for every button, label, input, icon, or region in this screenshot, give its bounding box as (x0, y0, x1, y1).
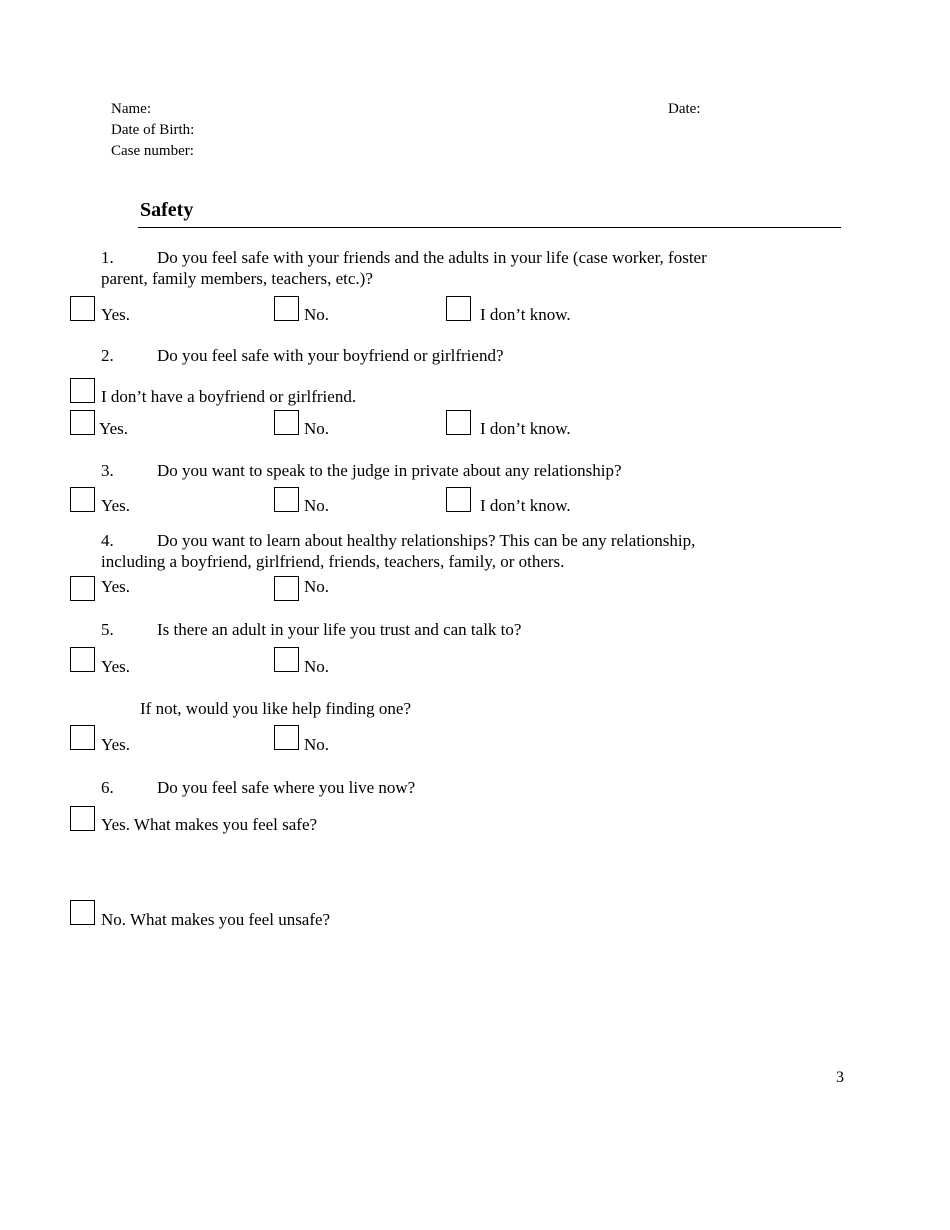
q1-yes-checkbox[interactable] (70, 296, 95, 321)
q5-followup-no-checkbox[interactable] (274, 725, 299, 750)
q4-no-label: No. (304, 577, 330, 596)
q6-text: Do you feel safe where you live now? (157, 778, 416, 797)
q4-yes-label: Yes. (101, 577, 130, 596)
q2-yes-checkbox[interactable] (70, 410, 95, 435)
q1-dont-know-checkbox[interactable] (446, 296, 471, 321)
q4-number: 4. (101, 531, 114, 550)
q2-dont-know-label: I don’t know. (480, 419, 571, 438)
name-label: Name: (111, 101, 151, 117)
q5-followup-text: If not, would you like help finding one? (140, 699, 412, 718)
q2-no-checkbox[interactable] (274, 410, 299, 435)
q6-yes-label: Yes. What makes you feel safe? (101, 815, 318, 834)
q2-no-partner-checkbox[interactable] (70, 378, 95, 403)
q2-dont-know-checkbox[interactable] (446, 410, 471, 435)
q1-yes-label: Yes. (101, 305, 130, 324)
q6-yes-checkbox[interactable] (70, 806, 95, 831)
q3-dont-know-checkbox[interactable] (446, 487, 471, 512)
section-title: Safety (140, 199, 194, 221)
q1-dont-know-label: I don’t know. (480, 305, 571, 324)
q2-number: 2. (101, 346, 114, 365)
q5-number: 5. (101, 620, 114, 639)
q2-yes-label: Yes. (99, 419, 128, 438)
q5-text: Is there an adult in your life you trust and can talk to? (157, 620, 522, 639)
q3-yes-checkbox[interactable] (70, 487, 95, 512)
q1-no-label: No. (304, 305, 330, 324)
q1-text-line1: Do you feel safe with your friends and the adults in your life (case worker, foster (157, 248, 707, 267)
q4-text-line1: Do you want to learn about healthy relationships? This can be any relationship, (157, 531, 696, 550)
q5-yes-checkbox[interactable] (70, 647, 95, 672)
q5-yes-label: Yes. (101, 657, 130, 676)
q3-yes-label: Yes. (101, 496, 130, 515)
q6-no-checkbox[interactable] (70, 900, 95, 925)
q5-followup-no-label: No. (304, 735, 330, 754)
q6-number: 6. (101, 778, 114, 797)
q4-no-checkbox[interactable] (274, 576, 299, 601)
q4-yes-checkbox[interactable] (70, 576, 95, 601)
date-label: Date: (668, 101, 701, 117)
case-number-label: Case number: (111, 143, 194, 159)
q5-no-label: No. (304, 657, 330, 676)
q5-followup-yes-label: Yes. (101, 735, 130, 754)
q1-no-checkbox[interactable] (274, 296, 299, 321)
q3-text: Do you want to speak to the judge in private about any relationship? (157, 461, 622, 480)
q5-followup-yes-checkbox[interactable] (70, 725, 95, 750)
q1-number: 1. (101, 248, 114, 267)
q2-no-partner-label: I don’t have a boyfriend or girlfriend. (101, 387, 357, 406)
q2-no-label: No. (304, 419, 330, 438)
dob-label: Date of Birth: (111, 122, 195, 138)
page-number: 3 (836, 1069, 844, 1086)
section-divider (138, 227, 841, 228)
q3-no-label: No. (304, 496, 330, 515)
q3-no-checkbox[interactable] (274, 487, 299, 512)
q5-no-checkbox[interactable] (274, 647, 299, 672)
q2-text: Do you feel safe with your boyfriend or girlfriend? (157, 346, 504, 365)
q3-number: 3. (101, 461, 114, 480)
q4-text-line2: including a boyfriend, girlfriend, friends, teachers, family, or others. (101, 552, 565, 571)
q1-text-line2: parent, family members, teachers, etc.)? (101, 269, 373, 288)
q3-dont-know-label: I don’t know. (480, 496, 571, 515)
q6-no-label: No. What makes you feel unsafe? (101, 910, 331, 929)
